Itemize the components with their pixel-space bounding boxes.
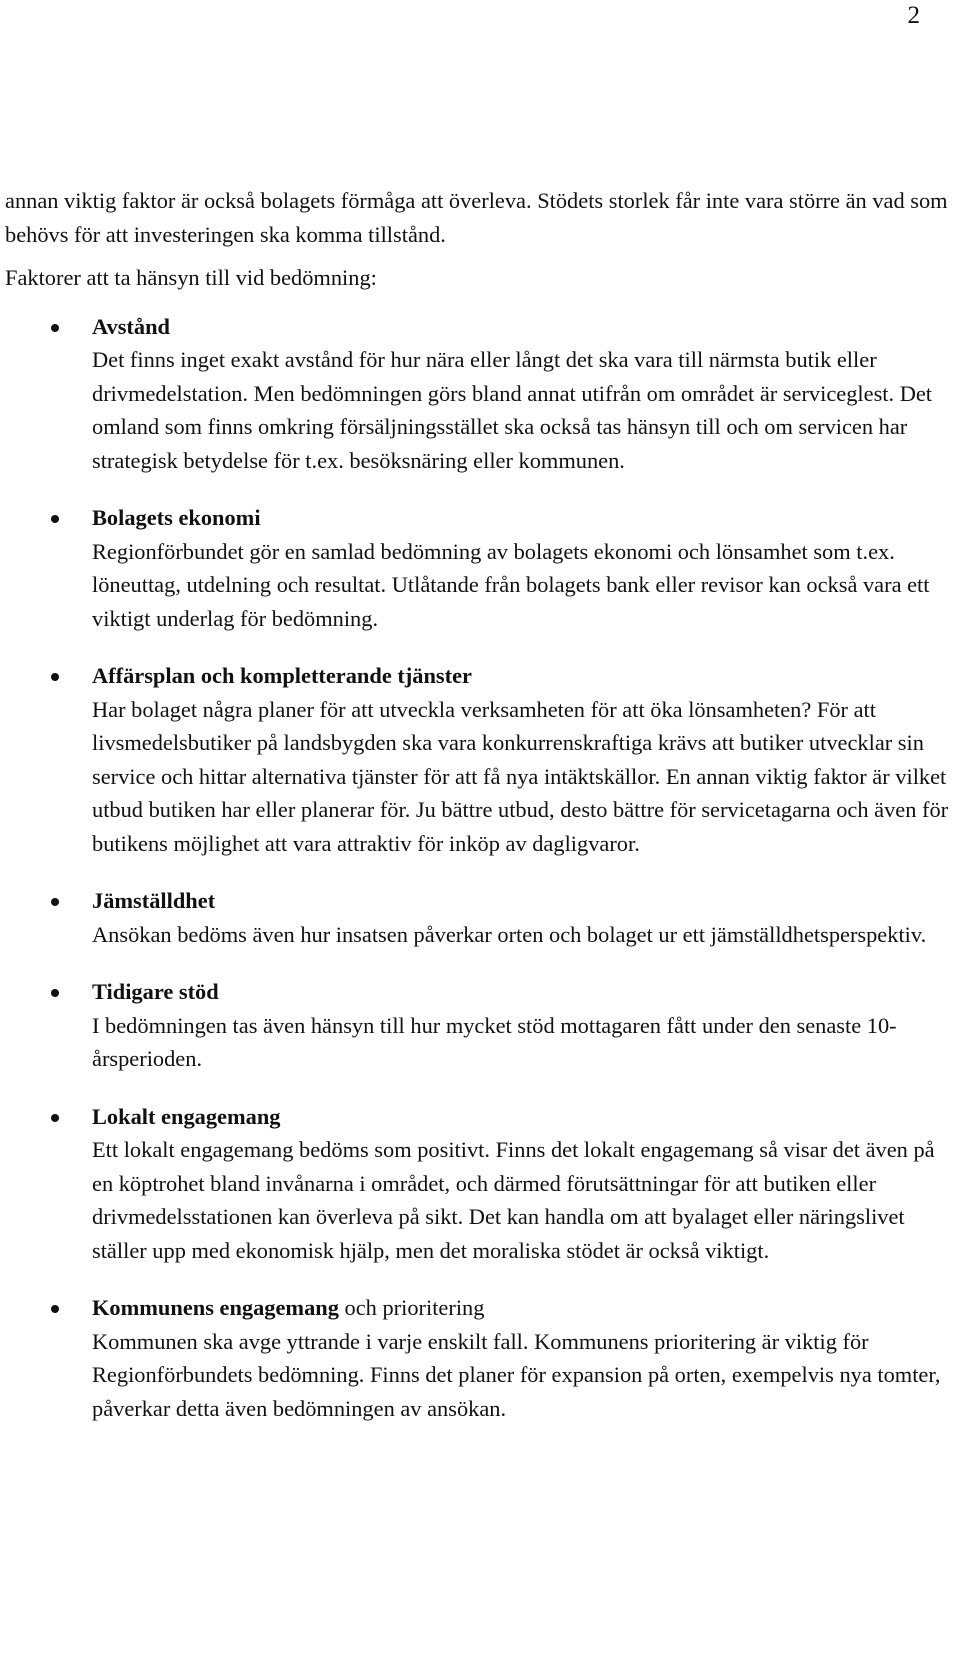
bullet-icon — [51, 673, 59, 681]
factor-item-bolagets-ekonomi — [5, 501, 955, 635]
factor-heading — [92, 975, 955, 1009]
factors-lead: Faktorer att ta hänsyn till vid bedömning: — [5, 265, 377, 290]
factor-heading — [92, 1100, 955, 1134]
bullet-icon — [51, 898, 59, 906]
bullet-icon — [51, 1305, 59, 1313]
factor-body: Har bolaget några planer för att utveckla verksamheten för att öka lönsamheten? För att livsmedelsbutiker på landsbygden ska vara konkurrenskraftiga krävs att butiker utvecklar sin service och hittar alternativa tjänster för att få nya intäktskällor. En annan viktig faktor är vilket utbud butiken har eller planerar för. Ju bättre utbud, desto bättre för servicetagarna och även för butikens möjlighet att vara attraktiv för inköp av dagligvaror. — [92, 696, 949, 856]
bullet-icon — [51, 515, 59, 523]
factor-body: Ansökan bedöms även hur insatsen påverkar orten och bolaget ur ett jämställdhetsperspektiv. — [92, 921, 927, 947]
bullet-icon — [51, 989, 59, 997]
factor-body: I bedömningen tas även hänsyn till hur mycket stöd mottagaren fått under den senaste 10-årsperioden. — [92, 1012, 897, 1071]
document-body — [5, 184, 955, 1449]
factor-item-affarsplan — [5, 659, 955, 860]
factor-heading — [92, 659, 955, 693]
factor-title: Tidigare stöd — [92, 979, 219, 1004]
intro-paragraph: annan viktig faktor är också bolagets förmåga att överleva. Stödets storlek får inte vara större än vad som behövs för att investeringen ska komma tillstånd. — [5, 188, 948, 247]
factor-item-avstand — [5, 310, 955, 478]
factor-heading — [92, 310, 955, 344]
factor-heading — [92, 501, 955, 535]
factor-body: Ett lokalt engagemang bedöms som positivt. Finns det lokalt engagemang så visar det även på en köptrohet bland invånarna i området, och därmed förutsättningar för att butiken eller drivmedelsstationen kan överleva på sikt. Det kan handla om att byalaget eller näringslivet ställer upp med ekonomisk hjälp, men det moraliska stödet är också viktigt. — [92, 1137, 935, 1263]
factor-item-kommunens-engagemang — [5, 1291, 955, 1425]
factor-body: Kommunen ska avge yttrande i varje enskilt fall. Kommunens prioritering är viktig för Regionförbundets bedömning. Finns det planer för expansion på orten, exempelvis nya tomter, påverkar detta även bedömningen av ansökan. — [92, 1328, 941, 1421]
factor-title: Bolagets ekonomi — [92, 505, 261, 530]
factor-title: Jämställdhet — [92, 888, 216, 913]
page-number: 2 — [907, 2, 920, 29]
factor-heading — [92, 884, 955, 918]
factor-title: Kommunens engagemang — [92, 1295, 339, 1320]
factor-list — [5, 310, 955, 1426]
factor-body: Regionförbundet gör en samlad bedömning av bolagets ekonomi och lönsamhet som t.ex. löneuttag, utdelning och resultat. Utlåtande från bolagets bank eller revisor kan också vara ett viktigt underlag för bedömning. — [92, 538, 930, 631]
factor-item-tidigare-stod — [5, 975, 955, 1076]
factor-item-lokalt-engagemang — [5, 1100, 955, 1268]
factor-title: Lokalt engagemang — [92, 1103, 281, 1129]
factor-item-jamstalldhet — [5, 884, 955, 951]
factor-heading — [92, 1291, 955, 1325]
factor-body: Det finns inget exakt avstånd för hur nära eller långt det ska vara till närmsta butik eller drivmedelstation. Men bedömningen görs bland annat utifrån om området är serviceglest. Det omland som finns omkring försäljningsstället ska också tas hänsyn till och om servicen har strategisk betydelse för t.ex. besöksnäring eller kommunen. — [92, 347, 933, 473]
factor-title: Avstånd — [92, 313, 170, 339]
factor-title-rest: och prioritering — [338, 1295, 485, 1320]
factor-title: Affärsplan och kompletterande tjänster — [92, 663, 472, 688]
bullet-icon — [51, 324, 59, 332]
bullet-icon — [51, 1114, 59, 1122]
